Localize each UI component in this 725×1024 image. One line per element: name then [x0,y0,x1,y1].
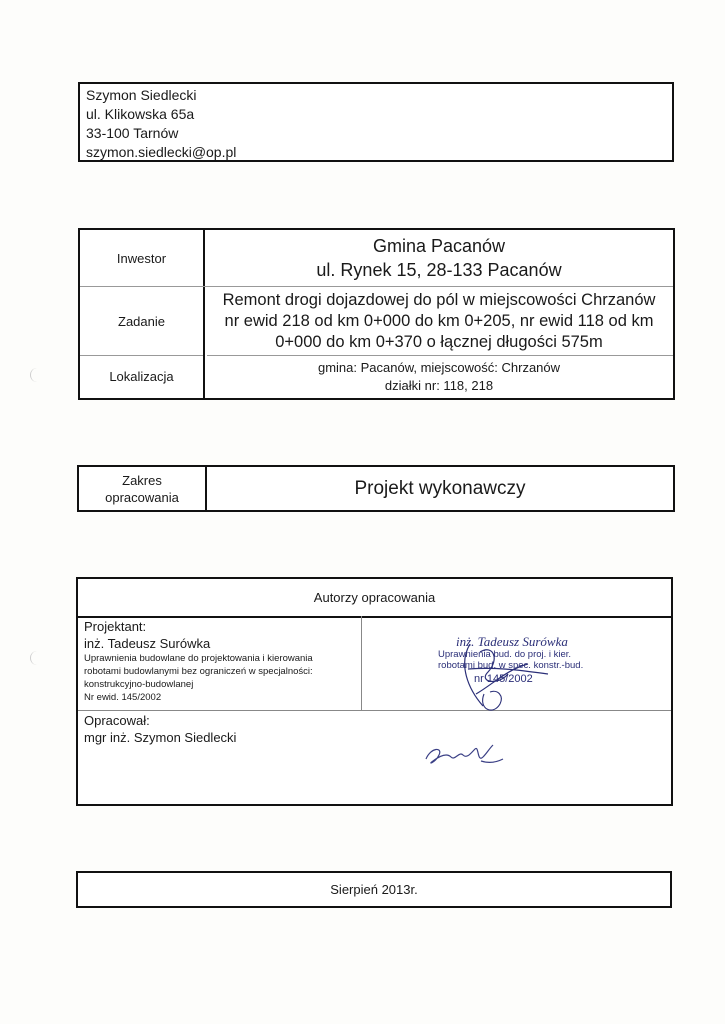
info-table [78,228,675,400]
author-email: szymon.siedlecki@op.pl [86,144,237,160]
scope-box [77,465,675,512]
column-divider [361,616,362,710]
investor-row [80,230,673,287]
prepared-block [84,712,236,746]
location-value [205,355,673,398]
authors-header: Autorzy opracowania [78,579,671,618]
stamp-line: Uprawnienia bud. do proj. i kier. [438,649,572,660]
author-box [78,82,674,162]
designer-block [84,618,360,704]
signature-icon [421,739,511,771]
task-value [205,287,673,355]
license-line: robotami budowlanymi bez ograniczeń w specjalności: [84,666,313,677]
stamp-name: inż. Tadeusz Surówka [456,634,568,649]
license-number: Nr ewid. 145/2002 [84,692,162,703]
prepared-label: Opracował: [84,713,150,728]
document-date: Sierpień 2013r. [330,882,418,897]
license-line: Uprawnienia budowlane do projektowania i kierowania [84,653,313,664]
scope-label-line: opracowania [105,489,179,505]
investor-line: ul. Rynek 15, 28-133 Pacanów [316,260,562,280]
location-line: działki nr: 118, 218 [384,377,494,393]
designer-label: Projektant: [84,619,147,634]
author-name: Szymon Siedlecki [86,87,197,103]
authors-box [76,577,673,806]
date-box [76,871,672,908]
location-label: Lokalizacja [80,355,205,398]
scope-label-line: Zakres [122,472,162,488]
task-line: nr ewid 218 od km 0+000 do km 0+205, nr ewid 118 od km [224,311,654,330]
prepared-name: mgr inż. Szymon Siedlecki [84,730,237,745]
stamp-number: nr 145/2002 [474,673,533,685]
scope-value: Projekt wykonawczy [354,477,526,499]
task-line: 0+000 do km 0+370 o łącznej długości 575m [275,332,603,351]
margin-mark [30,368,41,382]
scope-label [79,467,207,510]
designer-stamp [438,634,584,714]
investor-label: Inwestor [80,230,205,286]
stamp-signature-icon [438,634,578,714]
location-row [80,355,673,398]
task-line: Remont drogi dojazdowej do pól w miejscowości Chrzanów [222,290,656,309]
task-label: Zadanie [80,287,205,355]
task-row [80,287,673,355]
author-street: ul. Klikowska 65a [86,106,195,122]
designer-name: inż. Tadeusz Surówka [84,636,211,651]
margin-mark [30,651,41,665]
investor-value [205,230,673,286]
license-line: konstrukcyjno-budowlanej [84,679,194,690]
author-city: 33-100 Tarnów [86,125,179,141]
location-line: gmina: Pacanów, miejscowość: Chrzanów [317,359,561,375]
row-divider [78,710,671,711]
investor-line: Gmina Pacanów [372,236,506,256]
stamp-line: robotami bud. w spec. konstr.-bud. [438,660,584,671]
